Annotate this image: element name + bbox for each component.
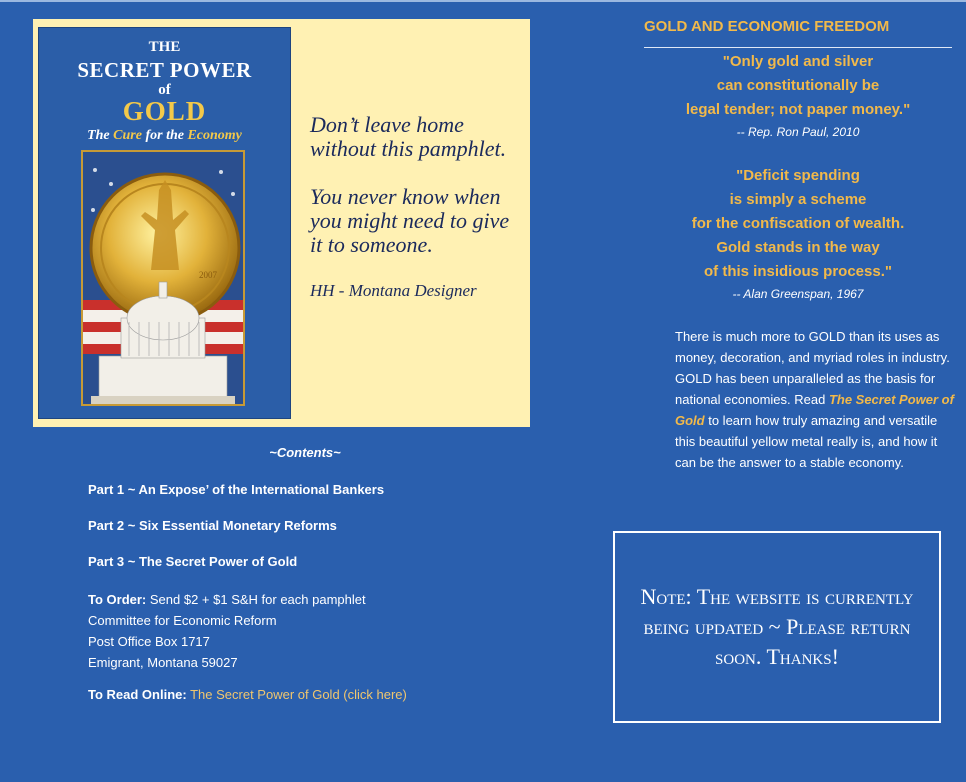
banner-quote-line2: You never know when you might need to give it to someone. — [310, 184, 510, 257]
order-text: Send $2 + $1 S&H for each pamphlet — [146, 592, 366, 607]
address-line-1: Committee for Economic Reform — [88, 613, 277, 628]
quote-ron-paul — [644, 50, 952, 142]
order-info — [88, 589, 366, 673]
cover-title-gold: GOLD — [122, 96, 207, 126]
quote1-attribution: -- Rep. Ron Paul, 2010 — [736, 125, 860, 139]
address-line-3: Emigrant, Montana 59027 — [88, 655, 238, 670]
address-line-2: Post Office Box 1717 — [88, 634, 210, 649]
cover-title-the: THE — [148, 39, 181, 55]
order-label: To Order: — [88, 592, 147, 607]
quote2-line2: is simply a scheme — [729, 191, 867, 208]
coin-year: 2007 — [199, 270, 217, 280]
sidebar-divider — [644, 47, 952, 48]
site-update-notice-text: Note: The website is currently being updated ~ Please return soon. Thanks! — [640, 584, 914, 669]
quote2-line1: "Deficit spending — [736, 167, 860, 184]
gold-description: There is much more to GOLD than its uses as money, decoration, and myriad roles in industry. GOLD has been unparalleled as the basis for national economies. Read The Secret Power of Gold to learn how truly amazing and versatile this beautiful yellow metal really is, and how it can be the answer to a stable economy. — [675, 329, 954, 470]
top-border — [0, 0, 966, 2]
quote1-line2: can constitutionally be — [716, 77, 880, 94]
banner-quote-line1: Don’t leave home without this pamphlet. — [310, 112, 507, 161]
quote1-line3: legal tender; not paper money." — [685, 101, 911, 118]
site-update-notice — [613, 531, 941, 723]
contents-part-3: Part 3 ~ The Secret Power of Gold — [88, 554, 298, 569]
cover-title-of: of — [158, 82, 171, 98]
book-title-highlight: The Secret Power of Gold — [675, 392, 954, 428]
quote2-line3: for the confiscation of wealth. — [691, 215, 905, 232]
quote2-line4: Gold stands in the way — [716, 239, 880, 256]
read-online-link[interactable]: The Secret Power of Gold (click here) — [190, 687, 407, 702]
sidebar-heading: GOLD AND ECONOMIC FREEDOM — [644, 18, 890, 35]
quote2-attribution: -- Alan Greenspan, 1967 — [732, 287, 864, 301]
pamphlet-cover-image — [38, 27, 291, 419]
order-line — [88, 589, 366, 610]
read-online — [88, 687, 407, 702]
gold-coin-capitol-illustration — [81, 150, 245, 406]
quote2-line5: of this insidious process." — [704, 263, 892, 280]
cover-subtitle: The Cure for the Economy — [87, 128, 242, 143]
quote1-line1: "Only gold and silver — [722, 53, 874, 70]
contents-heading: ~Contents~ — [269, 445, 341, 460]
contents-part-1: Part 1 ~ An Expose’ of the International Bankers — [88, 482, 385, 497]
cover-title-secret-power: SECRET POWER — [77, 58, 252, 82]
read-online-label: To Read Online: — [88, 687, 187, 702]
contents-part-2: Part 2 ~ Six Essential Monetary Reforms — [88, 518, 337, 533]
banner-quote — [310, 113, 525, 327]
quote-greenspan — [644, 164, 952, 304]
banner-signature: HH - Montana Designer — [310, 281, 477, 300]
pamphlet-banner — [33, 19, 530, 427]
